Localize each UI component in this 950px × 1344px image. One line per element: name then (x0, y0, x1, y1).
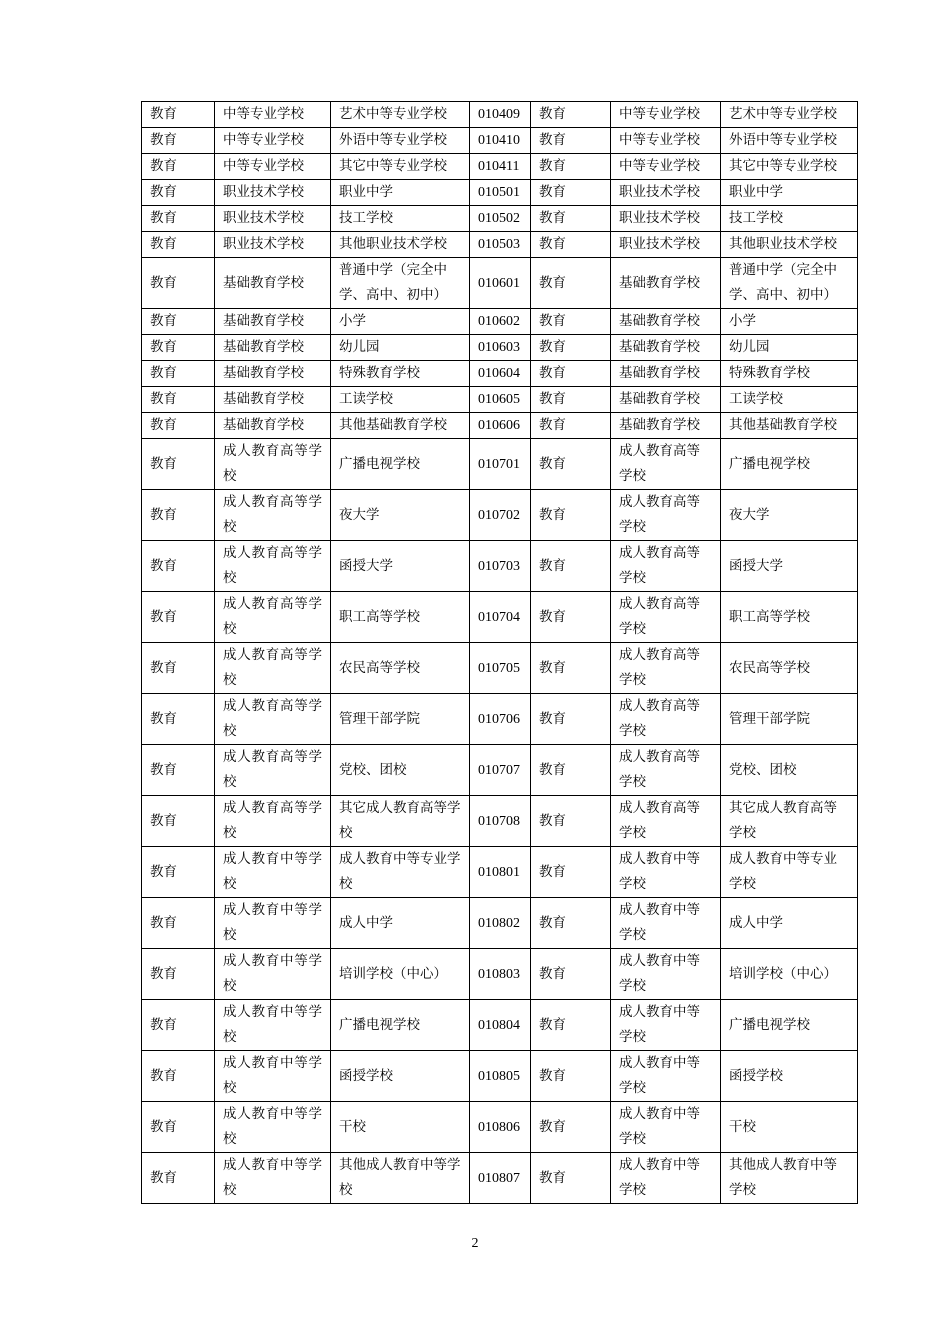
cell-unit-type-2: 工读学校 (721, 387, 858, 413)
cell-industry-subcategory-2: 成人教育高等学校 (611, 541, 721, 592)
cell-code: 010708 (470, 796, 531, 847)
cell-code: 010503 (470, 232, 531, 258)
cell-unit-type: 夜大学 (331, 490, 470, 541)
table-row (142, 1051, 858, 1102)
cell-industry-category-2: 教育 (531, 335, 611, 361)
cell-code: 010805 (470, 1051, 531, 1102)
cell-industry-subcategory-2: 成人教育中等学校 (611, 1000, 721, 1051)
cell-unit-type-2: 农民高等学校 (721, 643, 858, 694)
cell-industry-category: 教育 (142, 1051, 215, 1102)
cell-code: 010707 (470, 745, 531, 796)
cell-unit-type-2: 其他基础教育学校 (721, 413, 858, 439)
table-row (142, 413, 858, 439)
cell-unit-type-2: 技工学校 (721, 206, 858, 232)
cell-code: 010409 (470, 102, 531, 128)
cell-code: 010802 (470, 898, 531, 949)
cell-industry-subcategory: 成人教育高等学校 (215, 490, 331, 541)
cell-industry-subcategory: 中等专业学校 (215, 128, 331, 154)
cell-unit-type-2: 其他成人教育中等学校 (721, 1153, 858, 1204)
cell-unit-type-2: 广播电视学校 (721, 1000, 858, 1051)
cell-industry-category-2: 教育 (531, 541, 611, 592)
cell-code: 010604 (470, 361, 531, 387)
table-row (142, 796, 858, 847)
cell-industry-category-2: 教育 (531, 361, 611, 387)
cell-code: 010606 (470, 413, 531, 439)
cell-industry-subcategory: 成人教育高等学校 (215, 592, 331, 643)
cell-industry-category: 教育 (142, 180, 215, 206)
cell-industry-subcategory: 职业技术学校 (215, 206, 331, 232)
cell-unit-type: 幼儿园 (331, 335, 470, 361)
cell-unit-type-2: 其它成人教育高等学校 (721, 796, 858, 847)
cell-industry-category-2: 教育 (531, 592, 611, 643)
cell-code: 010605 (470, 387, 531, 413)
cell-industry-subcategory: 成人教育高等学校 (215, 694, 331, 745)
cell-unit-type-2: 广播电视学校 (721, 439, 858, 490)
cell-code: 010702 (470, 490, 531, 541)
cell-industry-category-2: 教育 (531, 490, 611, 541)
cell-code: 010603 (470, 335, 531, 361)
cell-unit-type: 技工学校 (331, 206, 470, 232)
table-row (142, 154, 858, 180)
cell-industry-category-2: 教育 (531, 206, 611, 232)
cell-industry-category-2: 教育 (531, 694, 611, 745)
cell-industry-category: 教育 (142, 128, 215, 154)
cell-industry-subcategory: 成人教育中等学校 (215, 1153, 331, 1204)
cell-unit-type: 工读学校 (331, 387, 470, 413)
cell-industry-category: 教育 (142, 258, 215, 309)
cell-industry-category: 教育 (142, 387, 215, 413)
cell-industry-category-2: 教育 (531, 796, 611, 847)
cell-industry-subcategory: 基础教育学校 (215, 387, 331, 413)
cell-industry-subcategory: 基础教育学校 (215, 413, 331, 439)
cell-industry-category: 教育 (142, 898, 215, 949)
cell-code: 010701 (470, 439, 531, 490)
cell-industry-subcategory: 成人教育中等学校 (215, 1102, 331, 1153)
cell-industry-category: 教育 (142, 949, 215, 1000)
table-row (142, 439, 858, 490)
cell-industry-category: 教育 (142, 643, 215, 694)
cell-unit-type: 管理干部学院 (331, 694, 470, 745)
cell-unit-type-2: 小学 (721, 309, 858, 335)
cell-unit-type: 其它成人教育高等学校 (331, 796, 470, 847)
cell-industry-subcategory-2: 职业技术学校 (611, 180, 721, 206)
cell-industry-category-2: 教育 (531, 309, 611, 335)
cell-code: 010803 (470, 949, 531, 1000)
cell-industry-subcategory-2: 职业技术学校 (611, 206, 721, 232)
cell-unit-type: 艺术中等专业学校 (331, 102, 470, 128)
cell-unit-type: 函授大学 (331, 541, 470, 592)
cell-industry-subcategory: 成人教育中等学校 (215, 949, 331, 1000)
cell-unit-type: 干校 (331, 1102, 470, 1153)
cell-code: 010804 (470, 1000, 531, 1051)
cell-industry-category: 教育 (142, 413, 215, 439)
cell-code: 010502 (470, 206, 531, 232)
cell-unit-type: 广播电视学校 (331, 439, 470, 490)
table-row (142, 541, 858, 592)
cell-industry-category-2: 教育 (531, 102, 611, 128)
cell-industry-subcategory-2: 中等专业学校 (611, 102, 721, 128)
table-row (142, 128, 858, 154)
cell-industry-subcategory: 基础教育学校 (215, 309, 331, 335)
cell-industry-subcategory-2: 成人教育高等学校 (611, 643, 721, 694)
cell-unit-type-2: 职工高等学校 (721, 592, 858, 643)
cell-industry-subcategory-2: 基础教育学校 (611, 335, 721, 361)
cell-industry-subcategory-2: 中等专业学校 (611, 154, 721, 180)
cell-unit-type-2: 培训学校（中心） (721, 949, 858, 1000)
cell-industry-category: 教育 (142, 796, 215, 847)
cell-unit-type: 职业中学 (331, 180, 470, 206)
cell-code: 010601 (470, 258, 531, 309)
cell-industry-subcategory-2: 成人教育高等学校 (611, 745, 721, 796)
table-row (142, 180, 858, 206)
page-number: 2 (471, 1236, 479, 1251)
cell-code: 010602 (470, 309, 531, 335)
cell-industry-subcategory-2: 成人教育高等学校 (611, 694, 721, 745)
cell-industry-subcategory-2: 基础教育学校 (611, 413, 721, 439)
cell-industry-category-2: 教育 (531, 232, 611, 258)
cell-industry-category: 教育 (142, 694, 215, 745)
cell-unit-type-2: 成人教育中等专业学校 (721, 847, 858, 898)
cell-industry-category: 教育 (142, 490, 215, 541)
cell-unit-type: 函授学校 (331, 1051, 470, 1102)
cell-industry-category-2: 教育 (531, 258, 611, 309)
cell-unit-type: 党校、团校 (331, 745, 470, 796)
cell-unit-type-2: 党校、团校 (721, 745, 858, 796)
cell-code: 010807 (470, 1153, 531, 1204)
table-row (142, 361, 858, 387)
cell-industry-subcategory: 基础教育学校 (215, 258, 331, 309)
cell-industry-category: 教育 (142, 232, 215, 258)
cell-industry-category-2: 教育 (531, 847, 611, 898)
classification-table (141, 101, 858, 1204)
cell-industry-subcategory-2: 成人教育中等学校 (611, 1153, 721, 1204)
table-row (142, 847, 858, 898)
cell-industry-category: 教育 (142, 1102, 215, 1153)
table-row (142, 335, 858, 361)
cell-industry-subcategory-2: 成人教育中等学校 (611, 1102, 721, 1153)
cell-unit-type-2: 特殊教育学校 (721, 361, 858, 387)
cell-industry-category-2: 教育 (531, 180, 611, 206)
cell-industry-category: 教育 (142, 206, 215, 232)
cell-industry-category: 教育 (142, 335, 215, 361)
table-row (142, 643, 858, 694)
cell-unit-type: 职工高等学校 (331, 592, 470, 643)
cell-industry-category-2: 教育 (531, 439, 611, 490)
cell-unit-type: 其他成人教育中等学校 (331, 1153, 470, 1204)
cell-unit-type: 外语中等专业学校 (331, 128, 470, 154)
cell-unit-type-2: 成人中学 (721, 898, 858, 949)
cell-industry-subcategory-2: 基础教育学校 (611, 361, 721, 387)
cell-industry-subcategory: 中等专业学校 (215, 154, 331, 180)
cell-unit-type-2: 函授学校 (721, 1051, 858, 1102)
table-row (142, 1153, 858, 1204)
cell-industry-subcategory: 基础教育学校 (215, 335, 331, 361)
table-row (142, 949, 858, 1000)
cell-industry-category-2: 教育 (531, 1102, 611, 1153)
cell-industry-subcategory: 成人教育中等学校 (215, 847, 331, 898)
table-body (142, 102, 858, 1204)
cell-code: 010410 (470, 128, 531, 154)
cell-unit-type: 其他职业技术学校 (331, 232, 470, 258)
cell-unit-type-2: 函授大学 (721, 541, 858, 592)
cell-unit-type: 农民高等学校 (331, 643, 470, 694)
cell-industry-category-2: 教育 (531, 413, 611, 439)
cell-industry-category: 教育 (142, 361, 215, 387)
cell-unit-type: 成人教育中等专业学校 (331, 847, 470, 898)
cell-industry-subcategory-2: 基础教育学校 (611, 309, 721, 335)
cell-unit-type-2: 其它中等专业学校 (721, 154, 858, 180)
cell-code: 010703 (470, 541, 531, 592)
cell-industry-subcategory-2: 基础教育学校 (611, 387, 721, 413)
cell-unit-type-2: 职业中学 (721, 180, 858, 206)
cell-unit-type-2: 夜大学 (721, 490, 858, 541)
cell-industry-category-2: 教育 (531, 1000, 611, 1051)
cell-industry-category-2: 教育 (531, 745, 611, 796)
cell-industry-category: 教育 (142, 154, 215, 180)
cell-industry-subcategory-2: 成人教育高等学校 (611, 796, 721, 847)
table-row (142, 232, 858, 258)
cell-industry-category: 教育 (142, 592, 215, 643)
cell-industry-subcategory-2: 基础教育学校 (611, 258, 721, 309)
table-row (142, 206, 858, 232)
cell-code: 010801 (470, 847, 531, 898)
cell-industry-subcategory: 成人教育中等学校 (215, 898, 331, 949)
cell-industry-subcategory-2: 成人教育高等学校 (611, 592, 721, 643)
cell-industry-category: 教育 (142, 541, 215, 592)
cell-industry-subcategory-2: 成人教育中等学校 (611, 847, 721, 898)
cell-unit-type: 成人中学 (331, 898, 470, 949)
cell-unit-type-2: 干校 (721, 1102, 858, 1153)
cell-industry-subcategory-2: 成人教育中等学校 (611, 898, 721, 949)
table-row (142, 694, 858, 745)
cell-industry-subcategory: 成人教育高等学校 (215, 745, 331, 796)
cell-industry-category: 教育 (142, 745, 215, 796)
cell-industry-subcategory: 中等专业学校 (215, 102, 331, 128)
table-row (142, 490, 858, 541)
cell-industry-subcategory-2: 职业技术学校 (611, 232, 721, 258)
cell-code: 010706 (470, 694, 531, 745)
cell-unit-type-2: 管理干部学院 (721, 694, 858, 745)
cell-unit-type-2: 艺术中等专业学校 (721, 102, 858, 128)
cell-industry-category-2: 教育 (531, 898, 611, 949)
table-row (142, 387, 858, 413)
cell-industry-category-2: 教育 (531, 949, 611, 1000)
cell-code: 010411 (470, 154, 531, 180)
cell-industry-category: 教育 (142, 439, 215, 490)
cell-unit-type: 其他基础教育学校 (331, 413, 470, 439)
cell-industry-subcategory-2: 成人教育中等学校 (611, 1051, 721, 1102)
cell-code: 010501 (470, 180, 531, 206)
cell-industry-category-2: 教育 (531, 128, 611, 154)
cell-industry-category: 教育 (142, 102, 215, 128)
cell-unit-type: 小学 (331, 309, 470, 335)
table-row (142, 309, 858, 335)
cell-unit-type: 普通中学（完全中学、高中、初中） (331, 258, 470, 309)
cell-unit-type: 特殊教育学校 (331, 361, 470, 387)
cell-unit-type-2: 普通中学（完全中学、高中、初中） (721, 258, 858, 309)
table-row (142, 258, 858, 309)
cell-unit-type-2: 其他职业技术学校 (721, 232, 858, 258)
table-row (142, 592, 858, 643)
cell-unit-type: 广播电视学校 (331, 1000, 470, 1051)
table-row (142, 1000, 858, 1051)
cell-code: 010704 (470, 592, 531, 643)
cell-industry-category: 教育 (142, 847, 215, 898)
cell-industry-subcategory: 基础教育学校 (215, 361, 331, 387)
cell-unit-type-2: 外语中等专业学校 (721, 128, 858, 154)
cell-industry-category-2: 教育 (531, 643, 611, 694)
cell-industry-subcategory: 成人教育中等学校 (215, 1051, 331, 1102)
cell-unit-type: 培训学校（中心） (331, 949, 470, 1000)
cell-industry-subcategory: 成人教育高等学校 (215, 796, 331, 847)
table-row (142, 898, 858, 949)
cell-industry-subcategory: 职业技术学校 (215, 232, 331, 258)
cell-industry-subcategory: 职业技术学校 (215, 180, 331, 206)
cell-industry-category-2: 教育 (531, 1051, 611, 1102)
cell-industry-subcategory-2: 成人教育高等学校 (611, 439, 721, 490)
cell-unit-type: 其它中等专业学校 (331, 154, 470, 180)
cell-industry-category-2: 教育 (531, 387, 611, 413)
cell-industry-subcategory: 成人教育中等学校 (215, 1000, 331, 1051)
table-row (142, 1102, 858, 1153)
cell-industry-category-2: 教育 (531, 1153, 611, 1204)
cell-industry-category: 教育 (142, 309, 215, 335)
cell-unit-type-2: 幼儿园 (721, 335, 858, 361)
cell-industry-subcategory-2: 成人教育高等学校 (611, 490, 721, 541)
cell-code: 010705 (470, 643, 531, 694)
cell-industry-category: 教育 (142, 1153, 215, 1204)
cell-industry-subcategory: 成人教育高等学校 (215, 541, 331, 592)
cell-industry-category-2: 教育 (531, 154, 611, 180)
cell-code: 010806 (470, 1102, 531, 1153)
table-row (142, 745, 858, 796)
cell-industry-category: 教育 (142, 1000, 215, 1051)
cell-industry-subcategory: 成人教育高等学校 (215, 439, 331, 490)
cell-industry-subcategory: 成人教育高等学校 (215, 643, 331, 694)
table-row (142, 102, 858, 128)
cell-industry-subcategory-2: 成人教育中等学校 (611, 949, 721, 1000)
cell-industry-subcategory-2: 中等专业学校 (611, 128, 721, 154)
